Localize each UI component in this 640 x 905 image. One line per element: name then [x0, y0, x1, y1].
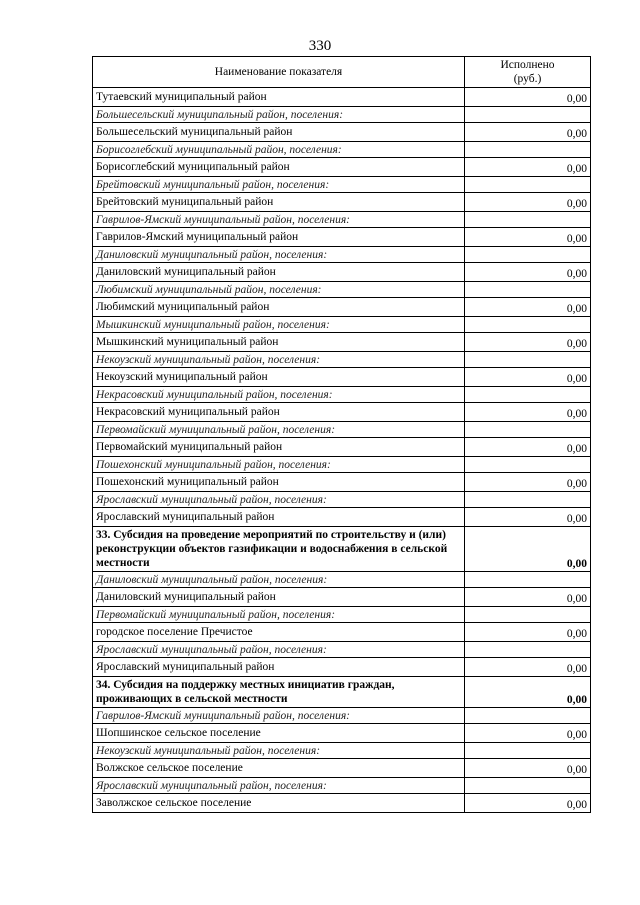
- row-name: Гаврилов-Ямский муниципальный район, поселения:: [93, 212, 465, 228]
- table-body: [93, 88, 591, 813]
- group-heading-row: [93, 743, 591, 759]
- row-value: [465, 708, 591, 724]
- group-heading-row: [93, 708, 591, 724]
- row-name: Первомайский муниципальный район: [93, 438, 465, 457]
- group-heading-row: [93, 282, 591, 298]
- row-value: 0,00: [465, 228, 591, 247]
- table-row: [93, 759, 591, 778]
- table-header-row: [93, 57, 591, 88]
- row-name: Первомайский муниципальный район, поселения:: [93, 607, 465, 623]
- row-name: Ярославский муниципальный район: [93, 658, 465, 677]
- group-heading-row: [93, 107, 591, 123]
- table-row: [93, 263, 591, 282]
- table-row: [93, 333, 591, 352]
- table-row: [93, 193, 591, 212]
- row-name: Заволжское сельское поселение: [93, 794, 465, 813]
- row-value: [465, 387, 591, 403]
- group-heading-row: [93, 457, 591, 473]
- row-name: Пошехонский муниципальный район: [93, 473, 465, 492]
- row-name: Волжское сельское поселение: [93, 759, 465, 778]
- group-heading-row: [93, 177, 591, 193]
- row-value: [465, 572, 591, 588]
- row-name: Некоузский муниципальный район, поселения:: [93, 743, 465, 759]
- row-value: [465, 352, 591, 368]
- row-value: [465, 282, 591, 298]
- column-header-value-line2: (руб.): [513, 73, 542, 85]
- row-name: Мышкинский муниципальный район: [93, 333, 465, 352]
- row-value: [465, 212, 591, 228]
- group-heading-row: [93, 317, 591, 333]
- row-name: Борисоглебский муниципальный район: [93, 158, 465, 177]
- row-name: Любимский муниципальный район: [93, 298, 465, 317]
- row-value: 0,00: [465, 88, 591, 107]
- row-value: [465, 457, 591, 473]
- row-name: Даниловский муниципальный район, поселения:: [93, 247, 465, 263]
- row-value: 0,00: [465, 438, 591, 457]
- group-heading-row: [93, 387, 591, 403]
- row-value: 0,00: [465, 623, 591, 642]
- table-row: [93, 658, 591, 677]
- row-name: Борисоглебский муниципальный район, поселения:: [93, 142, 465, 158]
- row-value: [465, 743, 591, 759]
- row-value: [465, 492, 591, 508]
- group-heading-row: [93, 778, 591, 794]
- row-name: Гаврилов-Ямский муниципальный район, поселения:: [93, 708, 465, 724]
- table-row: [93, 298, 591, 317]
- row-value: [465, 778, 591, 794]
- row-name: Гаврилов-Ямский муниципальный район: [93, 228, 465, 247]
- table-row: [93, 158, 591, 177]
- row-name: Брейтовский муниципальный район: [93, 193, 465, 212]
- row-name: Большесельский муниципальный район: [93, 123, 465, 142]
- row-value: 0,00: [465, 158, 591, 177]
- group-heading-row: [93, 572, 591, 588]
- row-name: Большесельский муниципальный район, поселения:: [93, 107, 465, 123]
- group-heading-row: [93, 247, 591, 263]
- table-row: [93, 588, 591, 607]
- row-name: Даниловский муниципальный район: [93, 263, 465, 282]
- row-value: [465, 317, 591, 333]
- table-row: [93, 88, 591, 107]
- row-value: 0,00: [465, 263, 591, 282]
- group-heading-row: [93, 352, 591, 368]
- row-name: Ярославский муниципальный район, поселения:: [93, 778, 465, 794]
- group-heading-row: [93, 212, 591, 228]
- row-name: Тутаевский муниципальный район: [93, 88, 465, 107]
- row-name: Даниловский муниципальный район, поселения:: [93, 572, 465, 588]
- table-row: [93, 228, 591, 247]
- table-row: [93, 473, 591, 492]
- row-value: [465, 607, 591, 623]
- report-table: [92, 56, 591, 813]
- row-name: Шопшинское сельское поселение: [93, 724, 465, 743]
- row-name: Некрасовский муниципальный район, поселения:: [93, 387, 465, 403]
- section-heading-row: [93, 677, 591, 708]
- row-value: 0,00: [465, 794, 591, 813]
- row-value: 0,00: [465, 759, 591, 778]
- row-name: Некоузский муниципальный район: [93, 368, 465, 387]
- row-name: 34. Субсидия на поддержку местных инициатив граждан, проживающих в сельской местности: [93, 677, 465, 708]
- row-value: 0,00: [465, 368, 591, 387]
- row-value: 0,00: [465, 473, 591, 492]
- row-value: [465, 107, 591, 123]
- row-value: [465, 142, 591, 158]
- group-heading-row: [93, 607, 591, 623]
- row-value: 0,00: [465, 724, 591, 743]
- row-name: Даниловский муниципальный район: [93, 588, 465, 607]
- table-row: [93, 403, 591, 422]
- row-value: 0,00: [465, 588, 591, 607]
- row-name: Некрасовский муниципальный район: [93, 403, 465, 422]
- group-heading-row: [93, 642, 591, 658]
- row-value: [465, 642, 591, 658]
- page-number: 330: [308, 38, 332, 54]
- row-name: Ярославский муниципальный район, поселения:: [93, 492, 465, 508]
- table-row: [93, 438, 591, 457]
- row-value: 0,00: [465, 333, 591, 352]
- column-header-value: [465, 57, 591, 88]
- group-heading-row: [93, 142, 591, 158]
- table-row: [93, 623, 591, 642]
- row-value: [465, 177, 591, 193]
- row-value: 0,00: [465, 403, 591, 422]
- row-value: 0,00: [465, 527, 591, 572]
- column-header-name: Наименование показателя: [93, 57, 465, 88]
- column-header-value-line1: Исполнено: [500, 59, 555, 71]
- row-name: Ярославский муниципальный район: [93, 508, 465, 527]
- table-row: [93, 508, 591, 527]
- table-row: [93, 724, 591, 743]
- row-name: Брейтовский муниципальный район, поселения:: [93, 177, 465, 193]
- row-value: 0,00: [465, 298, 591, 317]
- group-heading-row: [93, 422, 591, 438]
- row-name: Любимский муниципальный район, поселения:: [93, 282, 465, 298]
- group-heading-row: [93, 492, 591, 508]
- row-name: Некоузский муниципальный район, поселения:: [93, 352, 465, 368]
- row-value: [465, 422, 591, 438]
- row-value: 0,00: [465, 123, 591, 142]
- row-name: Пошехонский муниципальный район, поселения:: [93, 457, 465, 473]
- row-name: Мышкинский муниципальный район, поселения:: [93, 317, 465, 333]
- row-name: Ярославский муниципальный район, поселения:: [93, 642, 465, 658]
- row-value: [465, 247, 591, 263]
- row-value: 0,00: [465, 193, 591, 212]
- row-name: городское поселение Пречистое: [93, 623, 465, 642]
- row-value: 0,00: [465, 677, 591, 708]
- row-name: 33. Субсидия на проведение мероприятий по строительству и (или) реконструкции объектов газификации и водоснабжения в сельской местности: [93, 527, 465, 572]
- table-row: [93, 794, 591, 813]
- row-value: 0,00: [465, 508, 591, 527]
- table-row: [93, 368, 591, 387]
- section-heading-row: [93, 527, 591, 572]
- row-value: 0,00: [465, 658, 591, 677]
- table-row: [93, 123, 591, 142]
- row-name: Первомайский муниципальный район, поселения:: [93, 422, 465, 438]
